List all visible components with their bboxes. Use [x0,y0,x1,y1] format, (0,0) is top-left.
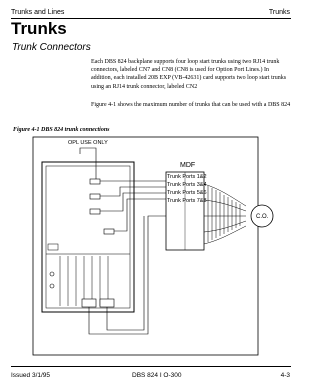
trunk-port-label-1-2: Trunk Ports 1&2 [167,174,207,180]
footer-rule [11,366,291,367]
co-cable-bundle [204,184,246,244]
running-header-left: Trunks and Lines [11,9,65,16]
body-paragraph-1: Each DBS 824 backplane supports four loop start trunks using two RJ14 trunk connectors, labeled CN7 and CN8 (CN8 is used for Option Port Lines.) In addition, each installed 20B EXP (VB-42631) card supports two loop start trunks using an RJ14 trunk connector, labeled CN2 [91,59,287,90]
page-title: Trunks [11,19,67,38]
trunk-port-label-7-8: Trunk Ports 7&8 [167,198,207,204]
ksu-cabinet [42,162,134,312]
footer-issue-date: Issued 3/1/95 [11,372,51,379]
section-subtitle: Trunk Connectors [12,42,91,53]
trunk-connection-diagram [30,134,280,359]
trunk-port-label-5-6: Trunk Ports 5&6 [167,190,207,196]
running-header-right: Trunks [268,9,290,16]
mdf-label: MDF [180,162,196,169]
footer-page-number: 4-3 [280,372,290,379]
trunk-port-label-3-4: Trunk Ports 3&4 [167,182,207,188]
opl-label: OPL USE ONLY [68,140,108,146]
figure-caption: Figure 4-1 DBS 824 trunk connections [13,127,110,133]
body-paragraph-2: Figure 4-1 shows the maximum number of trunks that can be used with a DBS 824 [91,102,291,108]
co-label: C.O. [256,214,269,220]
footer-manual-id: DBS 824 I O-300 [132,372,182,379]
